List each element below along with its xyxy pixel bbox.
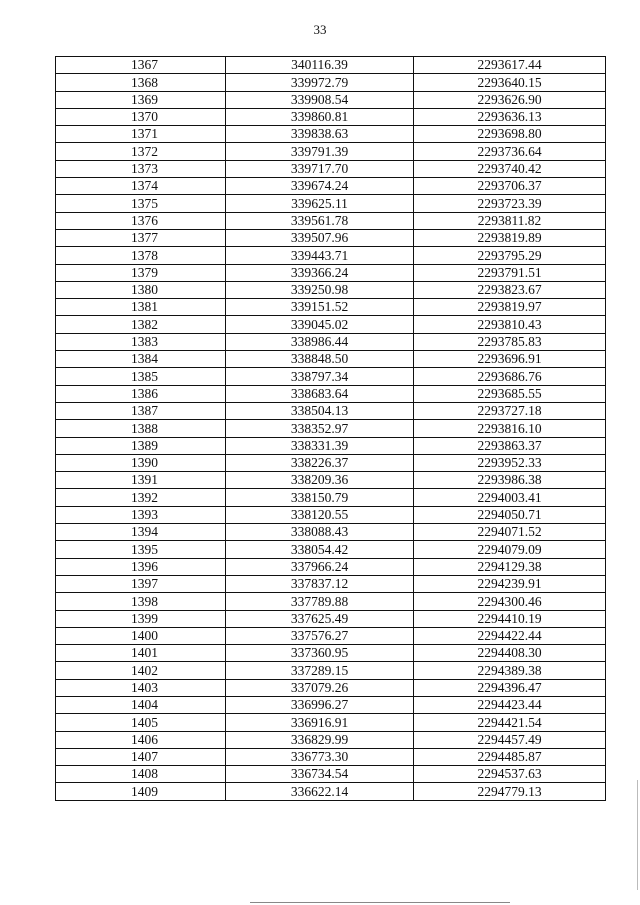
table-row (56, 506, 606, 523)
table-row (56, 281, 606, 298)
point-number-cell: 1400 (56, 627, 226, 644)
table-row (56, 696, 606, 713)
x-coordinate-cell: 338331.39 (226, 437, 414, 454)
coordinates-table (55, 56, 606, 801)
x-coordinate-cell: 338150.79 (226, 489, 414, 506)
x-coordinate-cell: 339507.96 (226, 229, 414, 246)
table-row (56, 575, 606, 592)
table-row (56, 524, 606, 541)
table-row (56, 541, 606, 558)
point-number-cell: 1380 (56, 281, 226, 298)
table-row (56, 627, 606, 644)
x-coordinate-cell: 338088.43 (226, 524, 414, 541)
x-coordinate-cell: 339791.39 (226, 143, 414, 160)
point-number-cell: 1390 (56, 454, 226, 471)
y-coordinate-cell: 2293723.39 (414, 195, 606, 212)
point-number-cell: 1375 (56, 195, 226, 212)
point-number-cell: 1379 (56, 264, 226, 281)
table-row (56, 368, 606, 385)
y-coordinate-cell: 2294779.13 (414, 783, 606, 800)
table-row (56, 91, 606, 108)
y-coordinate-cell: 2293810.43 (414, 316, 606, 333)
table-row (56, 454, 606, 471)
point-number-cell: 1386 (56, 385, 226, 402)
table-row (56, 229, 606, 246)
point-number-cell: 1367 (56, 57, 226, 74)
x-coordinate-cell: 338986.44 (226, 333, 414, 350)
x-coordinate-cell: 337079.26 (226, 679, 414, 696)
point-number-cell: 1403 (56, 679, 226, 696)
x-coordinate-cell: 339045.02 (226, 316, 414, 333)
table-row (56, 195, 606, 212)
point-number-cell: 1384 (56, 351, 226, 368)
point-number-cell: 1368 (56, 74, 226, 91)
point-number-cell: 1373 (56, 160, 226, 177)
point-number-cell: 1401 (56, 645, 226, 662)
y-coordinate-cell: 2294050.71 (414, 506, 606, 523)
x-coordinate-cell: 337289.15 (226, 662, 414, 679)
point-number-cell: 1402 (56, 662, 226, 679)
x-coordinate-cell: 336916.91 (226, 714, 414, 731)
y-coordinate-cell: 2293952.33 (414, 454, 606, 471)
x-coordinate-cell: 336773.30 (226, 748, 414, 765)
table-row (56, 645, 606, 662)
y-coordinate-cell: 2293740.42 (414, 160, 606, 177)
x-coordinate-cell: 336996.27 (226, 696, 414, 713)
table-row (56, 662, 606, 679)
x-coordinate-cell: 339838.63 (226, 126, 414, 143)
y-coordinate-cell: 2294079.09 (414, 541, 606, 558)
table-row (56, 247, 606, 264)
point-number-cell: 1407 (56, 748, 226, 765)
x-coordinate-cell: 338848.50 (226, 351, 414, 368)
y-coordinate-cell: 2293640.15 (414, 74, 606, 91)
table-row (56, 783, 606, 800)
table-row (56, 766, 606, 783)
x-coordinate-cell: 339860.81 (226, 108, 414, 125)
y-coordinate-cell: 2294003.41 (414, 489, 606, 506)
point-number-cell: 1398 (56, 593, 226, 610)
x-coordinate-cell: 338352.97 (226, 420, 414, 437)
y-coordinate-cell: 2294129.38 (414, 558, 606, 575)
table-row (56, 74, 606, 91)
x-coordinate-cell: 337837.12 (226, 575, 414, 592)
table-row (56, 731, 606, 748)
y-coordinate-cell: 2293696.91 (414, 351, 606, 368)
y-coordinate-cell: 2293617.44 (414, 57, 606, 74)
point-number-cell: 1371 (56, 126, 226, 143)
table-row (56, 420, 606, 437)
table-row (56, 679, 606, 696)
point-number-cell: 1399 (56, 610, 226, 627)
x-coordinate-cell: 337789.88 (226, 593, 414, 610)
table-row (56, 212, 606, 229)
x-coordinate-cell: 338683.64 (226, 385, 414, 402)
x-coordinate-cell: 338209.36 (226, 472, 414, 489)
y-coordinate-cell: 2293791.51 (414, 264, 606, 281)
point-number-cell: 1372 (56, 143, 226, 160)
y-coordinate-cell: 2293685.55 (414, 385, 606, 402)
y-coordinate-cell: 2293736.64 (414, 143, 606, 160)
x-coordinate-cell: 339717.70 (226, 160, 414, 177)
x-coordinate-cell: 339674.24 (226, 178, 414, 195)
table-row (56, 160, 606, 177)
table-row (56, 333, 606, 350)
y-coordinate-cell: 2293811.82 (414, 212, 606, 229)
x-coordinate-cell: 337625.49 (226, 610, 414, 627)
table-row (56, 437, 606, 454)
x-coordinate-cell: 338054.42 (226, 541, 414, 558)
y-coordinate-cell: 2294457.49 (414, 731, 606, 748)
point-number-cell: 1376 (56, 212, 226, 229)
table-row (56, 351, 606, 368)
y-coordinate-cell: 2293795.29 (414, 247, 606, 264)
point-number-cell: 1389 (56, 437, 226, 454)
y-coordinate-cell: 2293636.13 (414, 108, 606, 125)
point-number-cell: 1387 (56, 402, 226, 419)
y-coordinate-cell: 2293986.38 (414, 472, 606, 489)
table-row (56, 489, 606, 506)
table-row (56, 143, 606, 160)
point-number-cell: 1395 (56, 541, 226, 558)
page-number: 33 (313, 22, 327, 37)
table-row (56, 108, 606, 125)
x-coordinate-cell: 339561.78 (226, 212, 414, 229)
y-coordinate-cell: 2294410.19 (414, 610, 606, 627)
x-coordinate-cell: 337576.27 (226, 627, 414, 644)
x-coordinate-cell: 336734.54 (226, 766, 414, 783)
x-coordinate-cell: 339908.54 (226, 91, 414, 108)
y-coordinate-cell: 2294422.44 (414, 627, 606, 644)
y-coordinate-cell: 2293698.80 (414, 126, 606, 143)
point-number-cell: 1406 (56, 731, 226, 748)
x-coordinate-cell: 339366.24 (226, 264, 414, 281)
x-coordinate-cell: 338797.34 (226, 368, 414, 385)
y-coordinate-cell: 2294537.63 (414, 766, 606, 783)
table-row (56, 472, 606, 489)
y-coordinate-cell: 2294389.38 (414, 662, 606, 679)
y-coordinate-cell: 2294300.46 (414, 593, 606, 610)
x-coordinate-cell: 339250.98 (226, 281, 414, 298)
y-coordinate-cell: 2293819.97 (414, 299, 606, 316)
y-coordinate-cell: 2293863.37 (414, 437, 606, 454)
point-number-cell: 1381 (56, 299, 226, 316)
y-coordinate-cell: 2294408.30 (414, 645, 606, 662)
x-coordinate-cell: 340116.39 (226, 57, 414, 74)
y-coordinate-cell: 2293626.90 (414, 91, 606, 108)
point-number-cell: 1405 (56, 714, 226, 731)
table-row (56, 385, 606, 402)
point-number-cell: 1385 (56, 368, 226, 385)
point-number-cell: 1408 (56, 766, 226, 783)
point-number-cell: 1383 (56, 333, 226, 350)
table-row (56, 299, 606, 316)
point-number-cell: 1388 (56, 420, 226, 437)
point-number-cell: 1377 (56, 229, 226, 246)
page-edge-mark (637, 780, 638, 890)
point-number-cell: 1409 (56, 783, 226, 800)
y-coordinate-cell: 2293785.83 (414, 333, 606, 350)
table-row (56, 57, 606, 74)
x-coordinate-cell: 336829.99 (226, 731, 414, 748)
x-coordinate-cell: 337966.24 (226, 558, 414, 575)
table-row (56, 714, 606, 731)
point-number-cell: 1393 (56, 506, 226, 523)
table-body (56, 57, 606, 801)
x-coordinate-cell: 339443.71 (226, 247, 414, 264)
x-coordinate-cell: 338226.37 (226, 454, 414, 471)
point-number-cell: 1392 (56, 489, 226, 506)
y-coordinate-cell: 2293823.67 (414, 281, 606, 298)
table-row (56, 558, 606, 575)
point-number-cell: 1396 (56, 558, 226, 575)
point-number-cell: 1404 (56, 696, 226, 713)
table-row (56, 610, 606, 627)
table-row (56, 402, 606, 419)
point-number-cell: 1382 (56, 316, 226, 333)
y-coordinate-cell: 2294421.54 (414, 714, 606, 731)
point-number-cell: 1370 (56, 108, 226, 125)
point-number-cell: 1391 (56, 472, 226, 489)
y-coordinate-cell: 2293706.37 (414, 178, 606, 195)
point-number-cell: 1394 (56, 524, 226, 541)
x-coordinate-cell: 338120.55 (226, 506, 414, 523)
table-row (56, 264, 606, 281)
y-coordinate-cell: 2293686.76 (414, 368, 606, 385)
table-row (56, 178, 606, 195)
x-coordinate-cell: 336622.14 (226, 783, 414, 800)
x-coordinate-cell: 337360.95 (226, 645, 414, 662)
point-number-cell: 1374 (56, 178, 226, 195)
x-coordinate-cell: 339151.52 (226, 299, 414, 316)
y-coordinate-cell: 2294239.91 (414, 575, 606, 592)
point-number-cell: 1369 (56, 91, 226, 108)
y-coordinate-cell: 2294071.52 (414, 524, 606, 541)
table-row (56, 316, 606, 333)
y-coordinate-cell: 2294485.87 (414, 748, 606, 765)
y-coordinate-cell: 2293727.18 (414, 402, 606, 419)
point-number-cell: 1397 (56, 575, 226, 592)
x-coordinate-cell: 339972.79 (226, 74, 414, 91)
x-coordinate-cell: 339625.11 (226, 195, 414, 212)
table-row (56, 748, 606, 765)
table-row (56, 593, 606, 610)
y-coordinate-cell: 2294396.47 (414, 679, 606, 696)
y-coordinate-cell: 2293819.89 (414, 229, 606, 246)
x-coordinate-cell: 338504.13 (226, 402, 414, 419)
table-row (56, 126, 606, 143)
bottom-rule (250, 902, 510, 903)
point-number-cell: 1378 (56, 247, 226, 264)
y-coordinate-cell: 2293816.10 (414, 420, 606, 437)
y-coordinate-cell: 2294423.44 (414, 696, 606, 713)
